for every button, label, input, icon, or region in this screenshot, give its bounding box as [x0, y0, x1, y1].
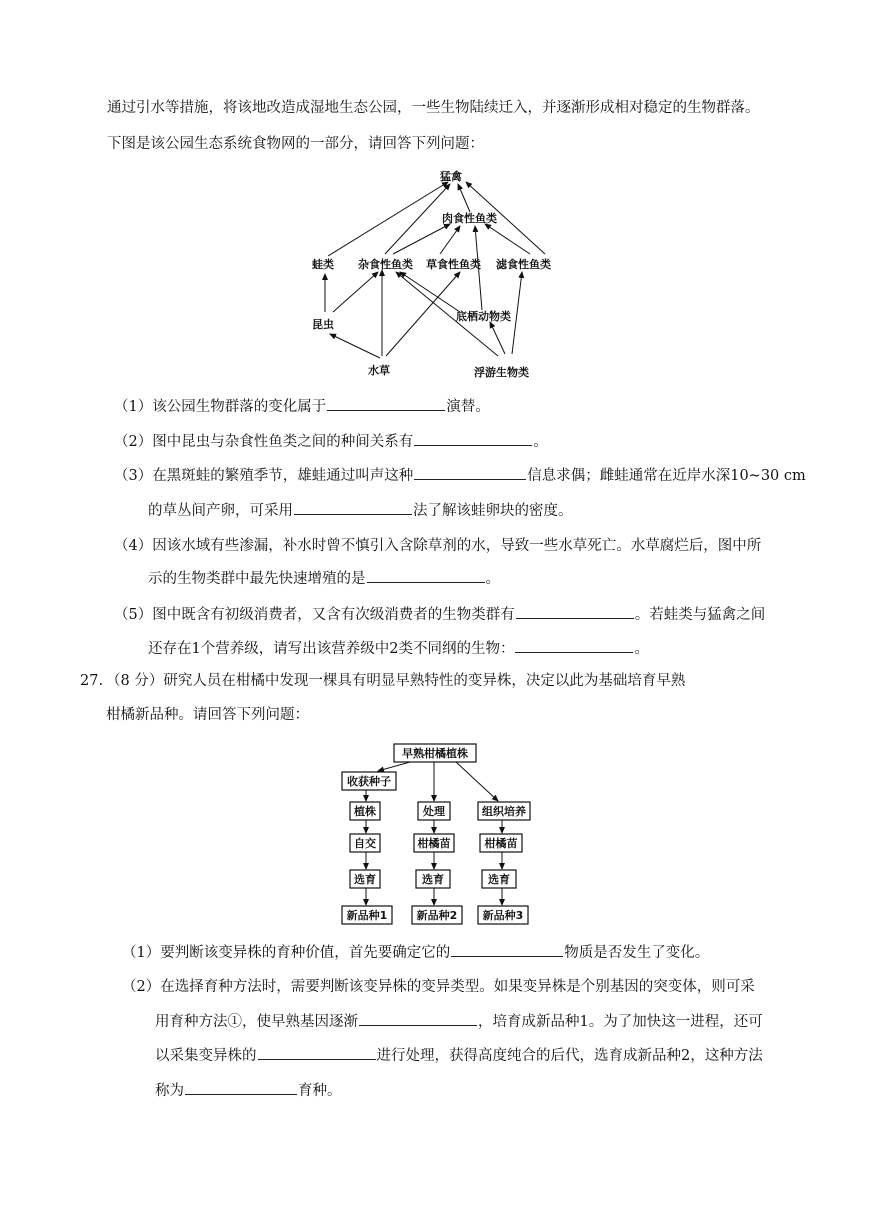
q26-part-2: （2）图中昆虫与杂食性鱼类之间的种间关系有 。 — [114, 431, 548, 452]
q26-part-5: （5）图中既含有初级消费者，又含有次级消费者的生物类群有 。若蛙类与猛禽之间 — [114, 604, 765, 625]
node-benthic: 底栖动物类 — [456, 310, 511, 323]
answer-blank[interactable] — [516, 604, 634, 619]
fc-b3-tissue-culture: 组织培养 — [482, 805, 526, 818]
intro-line-1: 通过引水等措施，将该地改造成湿地生态公园，一些生物陆续迁入，并逐渐形成相对稳定的生物群落。 — [107, 100, 760, 116]
fc-b2-treat: 处理 — [423, 805, 445, 818]
q27-number: 27. — [80, 673, 104, 689]
q27-part-2c: 以采集变异株的 进行处理，获得高度纯合的后代，选育成新品种2，这种方法 — [155, 1045, 763, 1066]
fc-b1-harvest-seeds: 收获种子 — [347, 775, 391, 788]
fc-b1-new-variety: 新品种1 — [346, 909, 388, 922]
fc-root: 早熟柑橘植株 — [402, 747, 468, 760]
q26-part-4b: 示的生物类群中最先快速增殖的是 。 — [148, 568, 500, 589]
answer-blank[interactable] — [414, 465, 526, 480]
q27-part-2b: 用育种方法①，使早熟基因逐渐 ，培育成新品种1。为了加快这一进程，还可 — [155, 1011, 763, 1032]
q26-part-3: （3）在黑斑蛙的繁殖季节，雄蛙通过叫声这种 信息求偶；雌蛙通常在近岸水深10~30 cm — [114, 465, 806, 486]
answer-blank[interactable] — [185, 1080, 297, 1095]
answer-blank[interactable] — [258, 1045, 376, 1060]
fc-b1-select: 选育 — [354, 873, 376, 886]
node-aquatic-plant: 水草 — [368, 364, 390, 377]
food-web-diagram — [300, 162, 570, 384]
node-frog: 蛙类 — [312, 258, 334, 271]
fc-b1-plant: 植株 — [354, 805, 376, 818]
q26-part-4: （4）因该水域有些渗漏，补水时曾不慎引入含除草剂的水，导致一些水草死亡。水草腐烂后，图中所 — [114, 538, 762, 554]
node-raptor: 猛禽 — [440, 170, 462, 183]
answer-blank[interactable] — [515, 638, 633, 653]
node-herbivorous-fish: 草食性鱼类 — [426, 258, 481, 271]
q26-part-3b: 的草丛间产卵，可采用 法了解该蛙卵块的密度。 — [148, 500, 573, 521]
answer-blank[interactable] — [451, 942, 563, 957]
q27-part-2: （2）在选择育种方法时，需要判断该变异株的变异类型。如果变异株是个别基因的突变体，则可采 — [122, 979, 755, 995]
answer-blank[interactable] — [367, 568, 485, 583]
node-plankton: 浮游生物类 — [474, 366, 529, 379]
node-filter-fish: 滤食性鱼类 — [496, 258, 551, 271]
q26-part-5b: 还存在1个营养级，请写出该营养级中2类不同纲的生物： 。 — [148, 638, 649, 659]
fc-b1-selfing: 自交 — [354, 837, 376, 850]
answer-blank[interactable] — [327, 396, 445, 411]
fc-b3-new-variety: 新品种3 — [482, 909, 524, 922]
fc-b2-select: 选育 — [422, 873, 444, 886]
node-carnivorous-fish: 肉食性鱼类 — [442, 212, 497, 225]
q27-stem-1: （8 分）研究人员在柑橘中发现一棵具有明显早熟特性的变异株，决定以此为基础培育早熟 — [106, 673, 686, 689]
fc-b2-seedling: 柑橘苗 — [417, 837, 451, 850]
node-omnivorous-fish: 杂食性鱼类 — [358, 258, 413, 271]
intro-line-2: 下图是该公园生态系统食物网的一部分，请回答下列问题： — [107, 136, 484, 152]
node-insect: 昆虫 — [312, 318, 334, 331]
q27-part-1: （1）要判断该变异株的育种价值，首先要确定它的 物质是否发生了变化。 — [122, 942, 709, 963]
breeding-flowchart — [330, 740, 550, 928]
answer-blank[interactable] — [294, 500, 412, 515]
answer-blank[interactable] — [359, 1011, 477, 1026]
q27-stem-2: 柑橘新品种。请回答下列问题： — [106, 707, 309, 723]
fc-b3-select: 选育 — [488, 873, 510, 886]
fc-b3-seedling: 柑橘苗 — [484, 837, 518, 850]
fc-b2-new-variety: 新品种2 — [416, 909, 458, 922]
q27-part-2d: 称为 育种。 — [155, 1080, 342, 1101]
answer-blank[interactable] — [414, 431, 532, 446]
q26-part-1: （1）该公园生物群落的变化属于 演替。 — [114, 396, 490, 417]
